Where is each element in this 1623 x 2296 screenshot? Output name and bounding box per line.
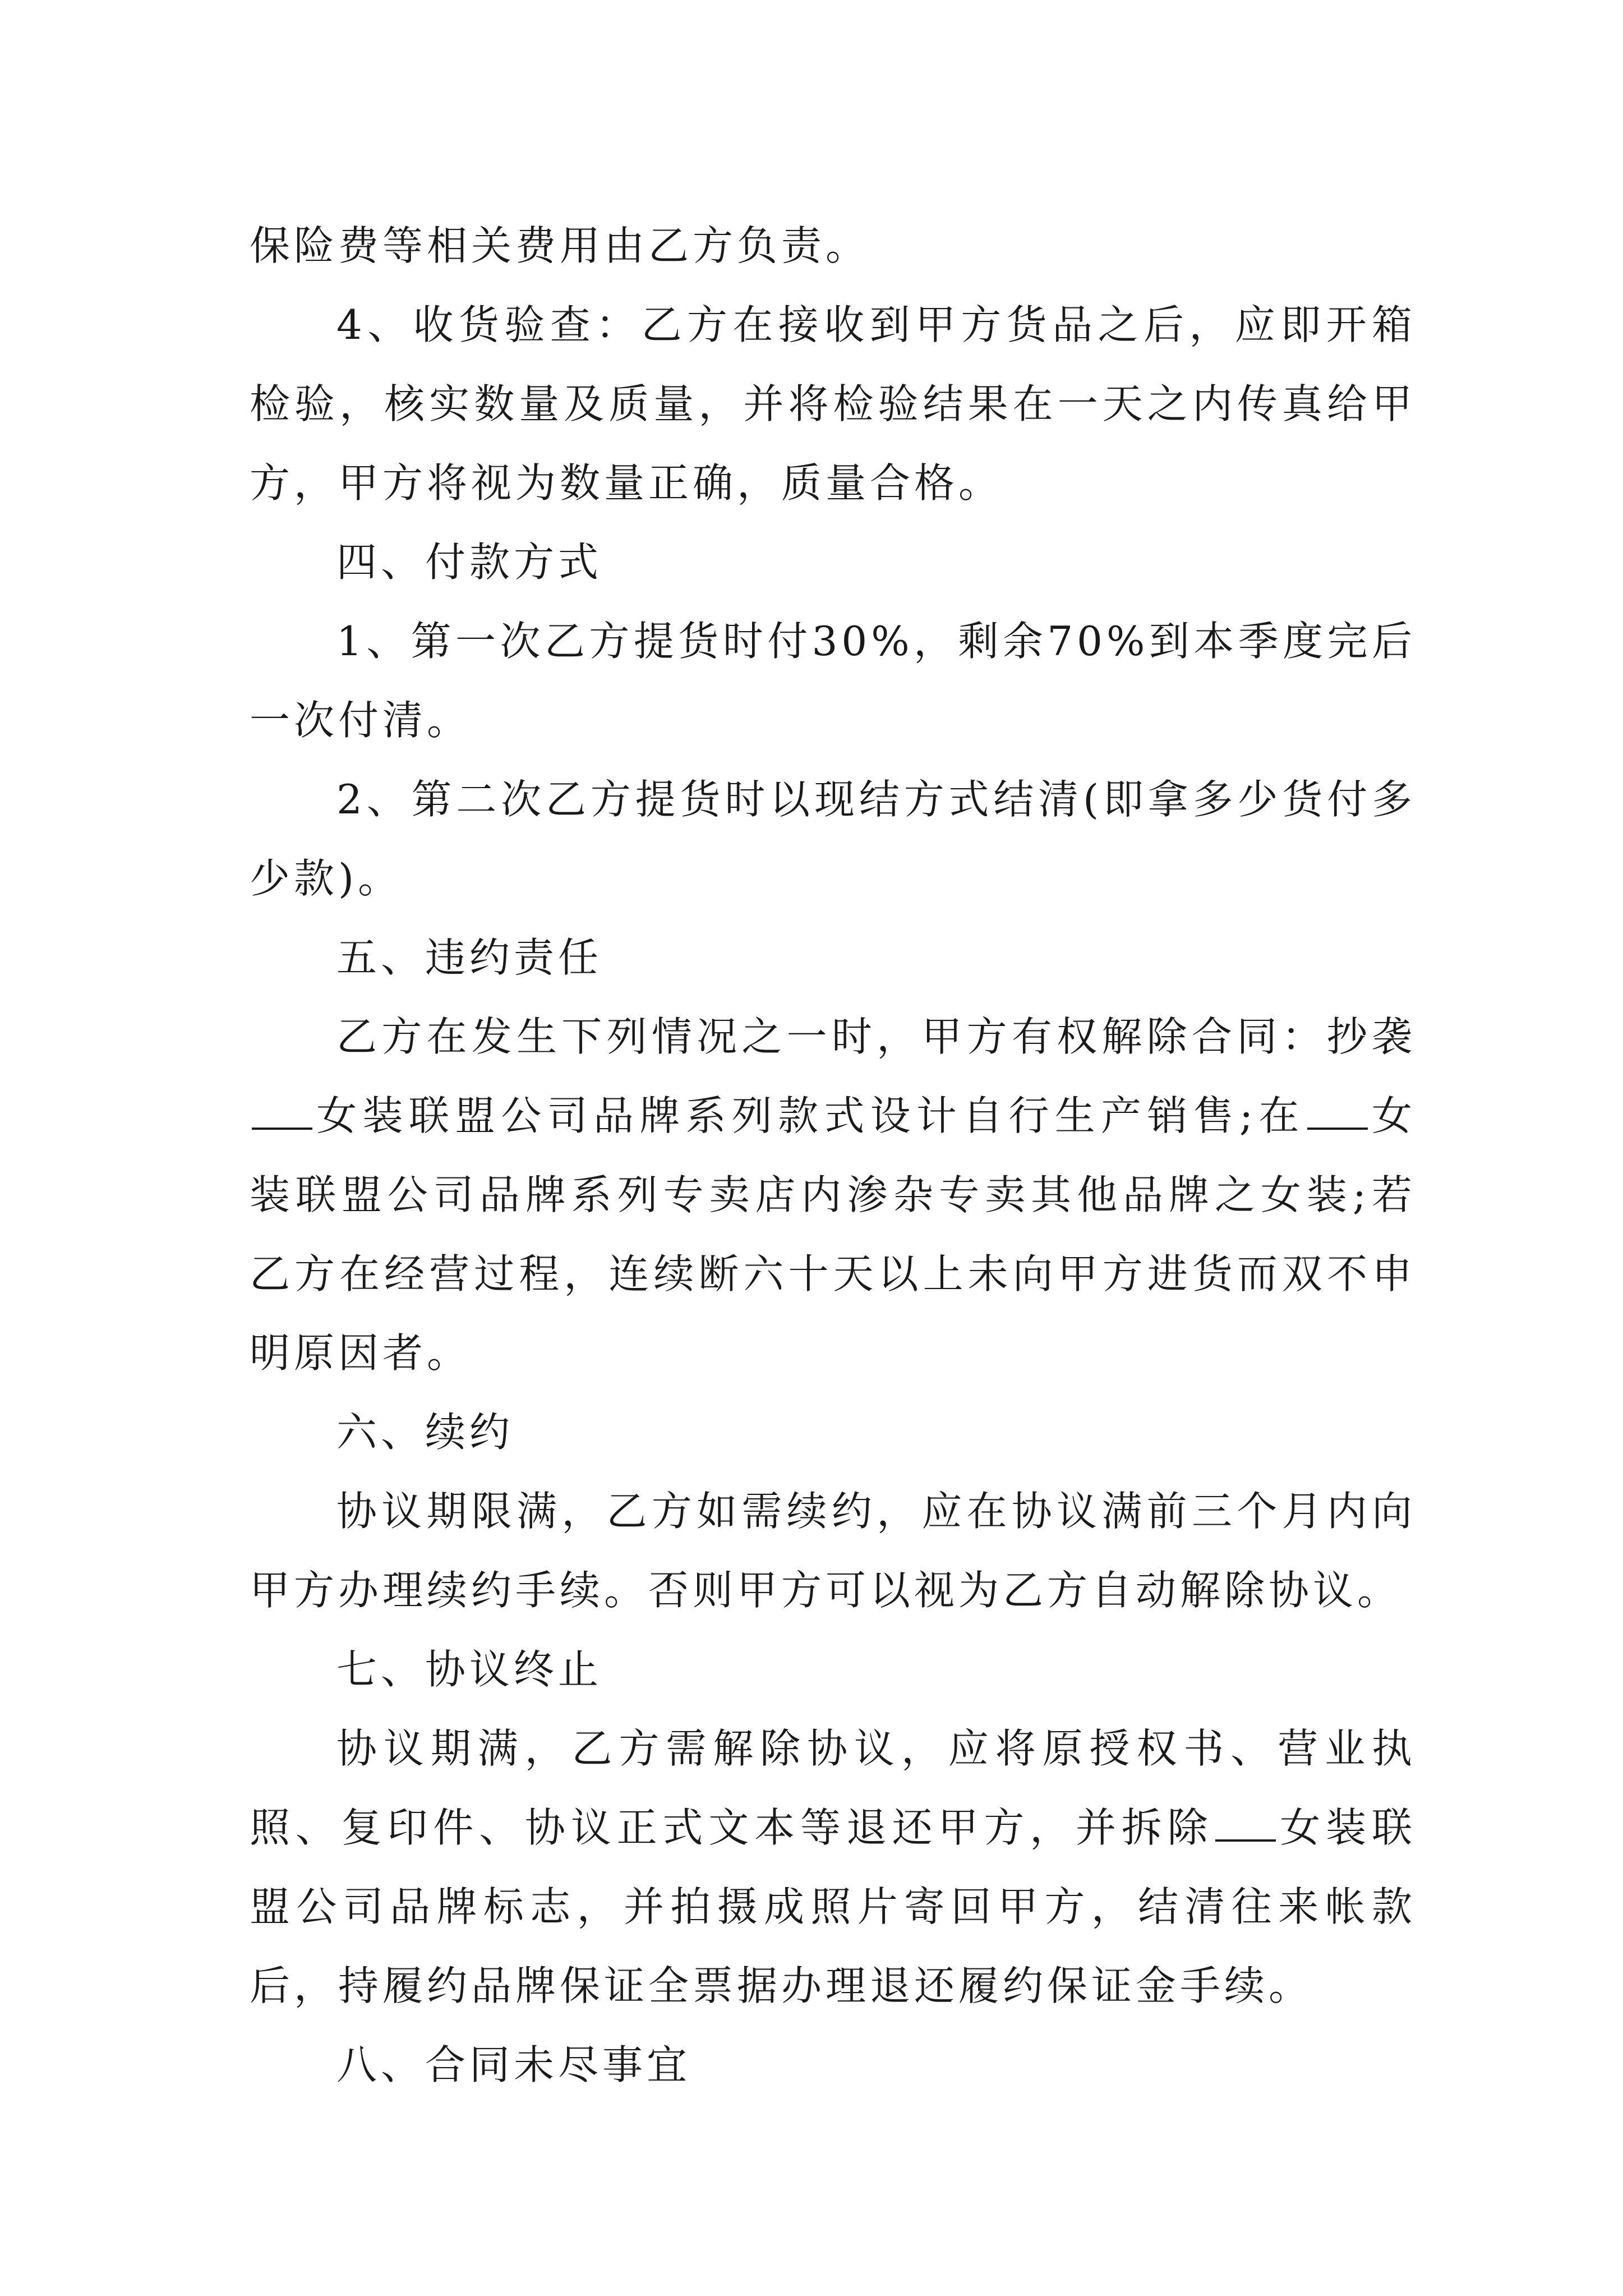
document-body xyxy=(250,206,1416,2105)
paragraph-second-payment: 2、第二次乙方提货时以现结方式结清(即拿多少货付多少款)。 xyxy=(250,776,1416,902)
text-segment: 协议期满，乙方需解除协议，应将原授权书、营业执照、复印件、协议正式文本等退还甲方，并拆除 xyxy=(250,1725,1416,1851)
heading-breach-liability: 五、违约责任 xyxy=(336,934,603,981)
heading-unresolved-matters: 八、合同未尽事宜 xyxy=(336,2041,691,2088)
heading-payment-method: 四、付款方式 xyxy=(336,539,603,586)
heading-renewal: 六、续约 xyxy=(336,1409,514,1456)
text-segment: 乙方在发生下列情况之一时，甲方有权解除合同：抄袭 xyxy=(336,1013,1416,1060)
paragraph-receipt-inspection: 4、收货验查：乙方在接收到甲方货品之后，应即开箱检验，核实数量及质量，并将检验结果在一天之内传真给甲方，甲方将视为数量正确，质量合格。 xyxy=(250,301,1416,507)
text-segment: 女装联盟公司品牌系列款式设计自行生产销售;在 xyxy=(315,1092,1305,1139)
paragraph-insurance-fees: 保险费等相关费用由乙方负责。 xyxy=(250,222,870,269)
paragraph-first-payment: 1、第一次乙方提货时付30%，剩余70%到本季度完后一次付清。 xyxy=(250,618,1416,744)
text-segment: 女装联盟公司品牌系列专卖店内渗杂专卖其他品牌之女装;若乙方在经营过程，连续断六十天以上未向甲方进货而双不申明原因者。 xyxy=(250,1092,1416,1377)
blank-line xyxy=(1215,1807,1276,1842)
paragraph-renewal: 协议期限满，乙方如需续约，应在协议满前三个月内向甲方办理续约手续。否则甲方可以视为乙方自动解除协议。 xyxy=(250,1488,1416,1614)
paragraph-agreement-termination xyxy=(250,1709,1416,2026)
paragraph-termination-conditions xyxy=(250,997,1416,1393)
heading-agreement-termination: 七、协议终止 xyxy=(336,1646,603,1693)
blank-line xyxy=(252,1095,312,1130)
text-segment: 女装联盟公司品牌标志，并拍摄成照片寄回甲方，结清往来帐款后，持履约品牌保证全票据办理退还履约保证金手续。 xyxy=(250,1804,1416,2009)
blank-line xyxy=(1307,1095,1368,1130)
